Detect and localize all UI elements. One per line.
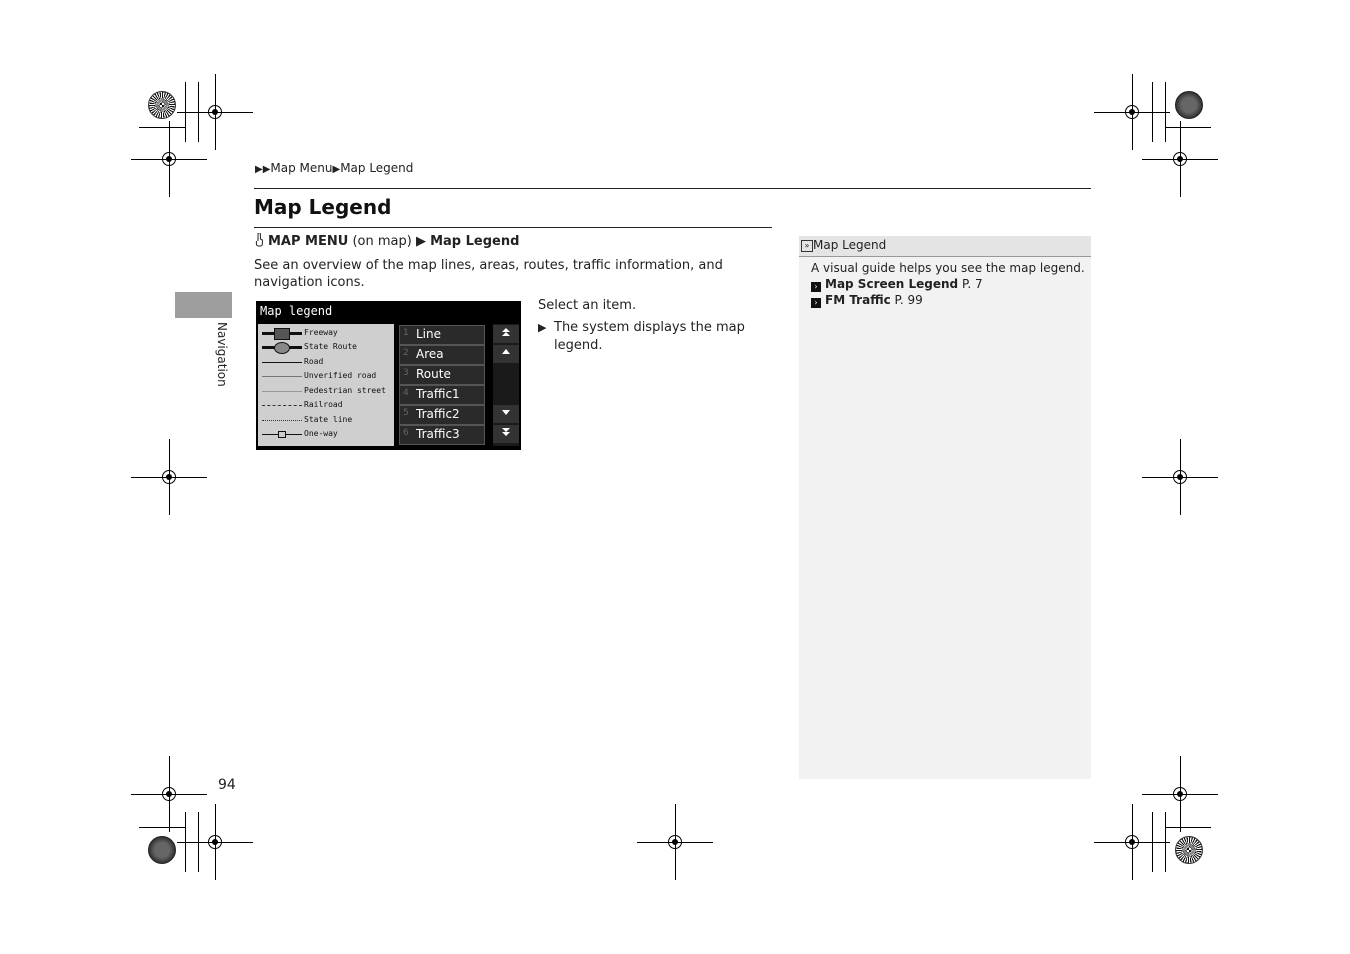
registration-sunburst bbox=[1175, 836, 1203, 864]
breadcrumb-item: Map Legend bbox=[340, 161, 414, 175]
reference-title: Map Screen Legend bbox=[825, 277, 959, 291]
menu-item-number: 5 bbox=[403, 408, 409, 418]
crop-line bbox=[198, 82, 199, 142]
scroll-up-button[interactable] bbox=[493, 345, 519, 363]
step-result bbox=[538, 319, 748, 355]
note-header bbox=[799, 236, 1091, 257]
legend-panel bbox=[258, 324, 394, 446]
freeway-shield-icon bbox=[274, 328, 290, 340]
note-body bbox=[811, 260, 1085, 308]
unverified-road-line bbox=[262, 376, 302, 377]
scroll-top-button[interactable] bbox=[493, 325, 519, 343]
map-legend-screenshot bbox=[256, 301, 521, 450]
menu-item-traffic3[interactable] bbox=[399, 425, 485, 445]
legend-row bbox=[260, 370, 392, 384]
cross-reference[interactable] bbox=[811, 276, 1085, 292]
menu-item-line[interactable] bbox=[399, 325, 485, 345]
legend-row bbox=[260, 385, 392, 399]
legend-label: Road bbox=[304, 357, 324, 366]
legend-label: Railroad bbox=[304, 400, 343, 409]
menu-item-number: 2 bbox=[403, 348, 409, 358]
crop-line bbox=[1165, 827, 1211, 828]
crop-line bbox=[198, 812, 199, 872]
page-title: Map Legend bbox=[254, 195, 392, 219]
breadcrumb-item: Map Menu bbox=[270, 161, 333, 175]
legend-row bbox=[260, 341, 392, 355]
legend-label: One-way bbox=[304, 429, 338, 438]
legend-row bbox=[260, 356, 392, 370]
reference-arrow-icon: › bbox=[811, 282, 821, 292]
legend-label: State Route bbox=[304, 342, 357, 351]
legend-label: State line bbox=[304, 415, 353, 424]
reference-page: P. 99 bbox=[894, 293, 923, 307]
description: See an overview of the map lines, areas, routes, traffic information, and navigation icons. bbox=[254, 258, 723, 290]
reference-title: FM Traffic bbox=[825, 293, 891, 307]
legend-label: Pedestrian street bbox=[304, 386, 386, 395]
touch-hand-icon bbox=[254, 233, 264, 247]
scroll-bottom-button[interactable] bbox=[493, 425, 519, 443]
registration-sunburst bbox=[148, 91, 176, 119]
title-rule bbox=[254, 227, 772, 228]
menu-item-area[interactable] bbox=[399, 345, 485, 365]
crop-line bbox=[1165, 82, 1166, 142]
menu-context: (on map) bbox=[352, 234, 412, 249]
menu-item-number: 6 bbox=[403, 428, 409, 438]
crop-line bbox=[1152, 82, 1153, 142]
menu-item-traffic1[interactable] bbox=[399, 385, 485, 405]
crop-line bbox=[139, 127, 185, 128]
up-icon bbox=[501, 347, 511, 357]
path-arrow-icon: ▶ bbox=[415, 234, 426, 249]
cross-reference[interactable] bbox=[811, 292, 1085, 308]
down-icon bbox=[501, 407, 511, 417]
crop-line bbox=[1165, 127, 1211, 128]
legend-row bbox=[260, 428, 392, 442]
double-down-icon bbox=[501, 427, 511, 437]
section-tab bbox=[175, 292, 232, 318]
legend-row bbox=[260, 414, 392, 428]
menu-item-number: 1 bbox=[403, 328, 409, 338]
note-icon: » bbox=[801, 240, 813, 252]
menu-name: MAP MENU bbox=[268, 234, 349, 249]
legend-label: Unverified road bbox=[304, 371, 377, 380]
note-text: A visual guide helps you see the map legend. bbox=[811, 261, 1085, 275]
page-number: 94 bbox=[218, 777, 236, 793]
menu-item-label: Line bbox=[416, 327, 442, 341]
menu-item-label: Traffic2 bbox=[416, 407, 460, 421]
menu-path bbox=[254, 233, 519, 249]
reference-arrow-icon: › bbox=[811, 298, 821, 308]
menu-item-label: Area bbox=[416, 347, 444, 361]
legend-row bbox=[260, 327, 392, 341]
breadcrumb bbox=[255, 161, 413, 175]
menu-item-label: Traffic1 bbox=[416, 387, 460, 401]
double-up-icon bbox=[501, 327, 511, 337]
note-heading: Map Legend bbox=[813, 238, 887, 252]
state-line-line bbox=[262, 420, 302, 421]
menu-item-number: 4 bbox=[403, 388, 409, 398]
registration-sunburst bbox=[148, 836, 176, 864]
legend-label: Freeway bbox=[304, 328, 338, 337]
breadcrumb-arrow-icon: ▶ bbox=[332, 164, 341, 175]
menu-item-label: Traffic3 bbox=[416, 427, 460, 441]
crop-line bbox=[185, 812, 186, 872]
reference-page: P. 7 bbox=[961, 277, 983, 291]
one-way-arrow-icon bbox=[278, 431, 286, 438]
menu-target: Map Legend bbox=[430, 234, 520, 249]
crop-line bbox=[185, 82, 186, 142]
step-result-text: The system displays the map legend. bbox=[554, 320, 745, 353]
legend-row bbox=[260, 399, 392, 413]
result-arrow-icon: ▶ bbox=[538, 321, 547, 334]
pedestrian-street-line bbox=[262, 391, 302, 392]
step-instruction: Select an item. bbox=[538, 298, 637, 313]
menu-item-label: Route bbox=[416, 367, 451, 381]
registration-sunburst bbox=[1175, 91, 1203, 119]
crop-line bbox=[1152, 812, 1153, 872]
state-route-shield-icon bbox=[274, 342, 290, 354]
section-label: Navigation bbox=[215, 322, 229, 387]
menu-item-route[interactable] bbox=[399, 365, 485, 385]
scroll-down-button[interactable] bbox=[493, 405, 519, 423]
menu-item-number: 3 bbox=[403, 368, 409, 378]
menu-item-traffic2[interactable] bbox=[399, 405, 485, 425]
railroad-line bbox=[262, 405, 302, 406]
breadcrumb-arrow-icon: ▶▶ bbox=[255, 164, 271, 175]
header-rule bbox=[254, 188, 1091, 189]
screen-title: Map legend bbox=[260, 304, 333, 318]
side-note bbox=[799, 236, 1091, 779]
crop-line bbox=[1165, 812, 1166, 872]
scroll-column bbox=[493, 324, 519, 446]
crop-line bbox=[139, 827, 185, 828]
road-line bbox=[262, 362, 302, 363]
